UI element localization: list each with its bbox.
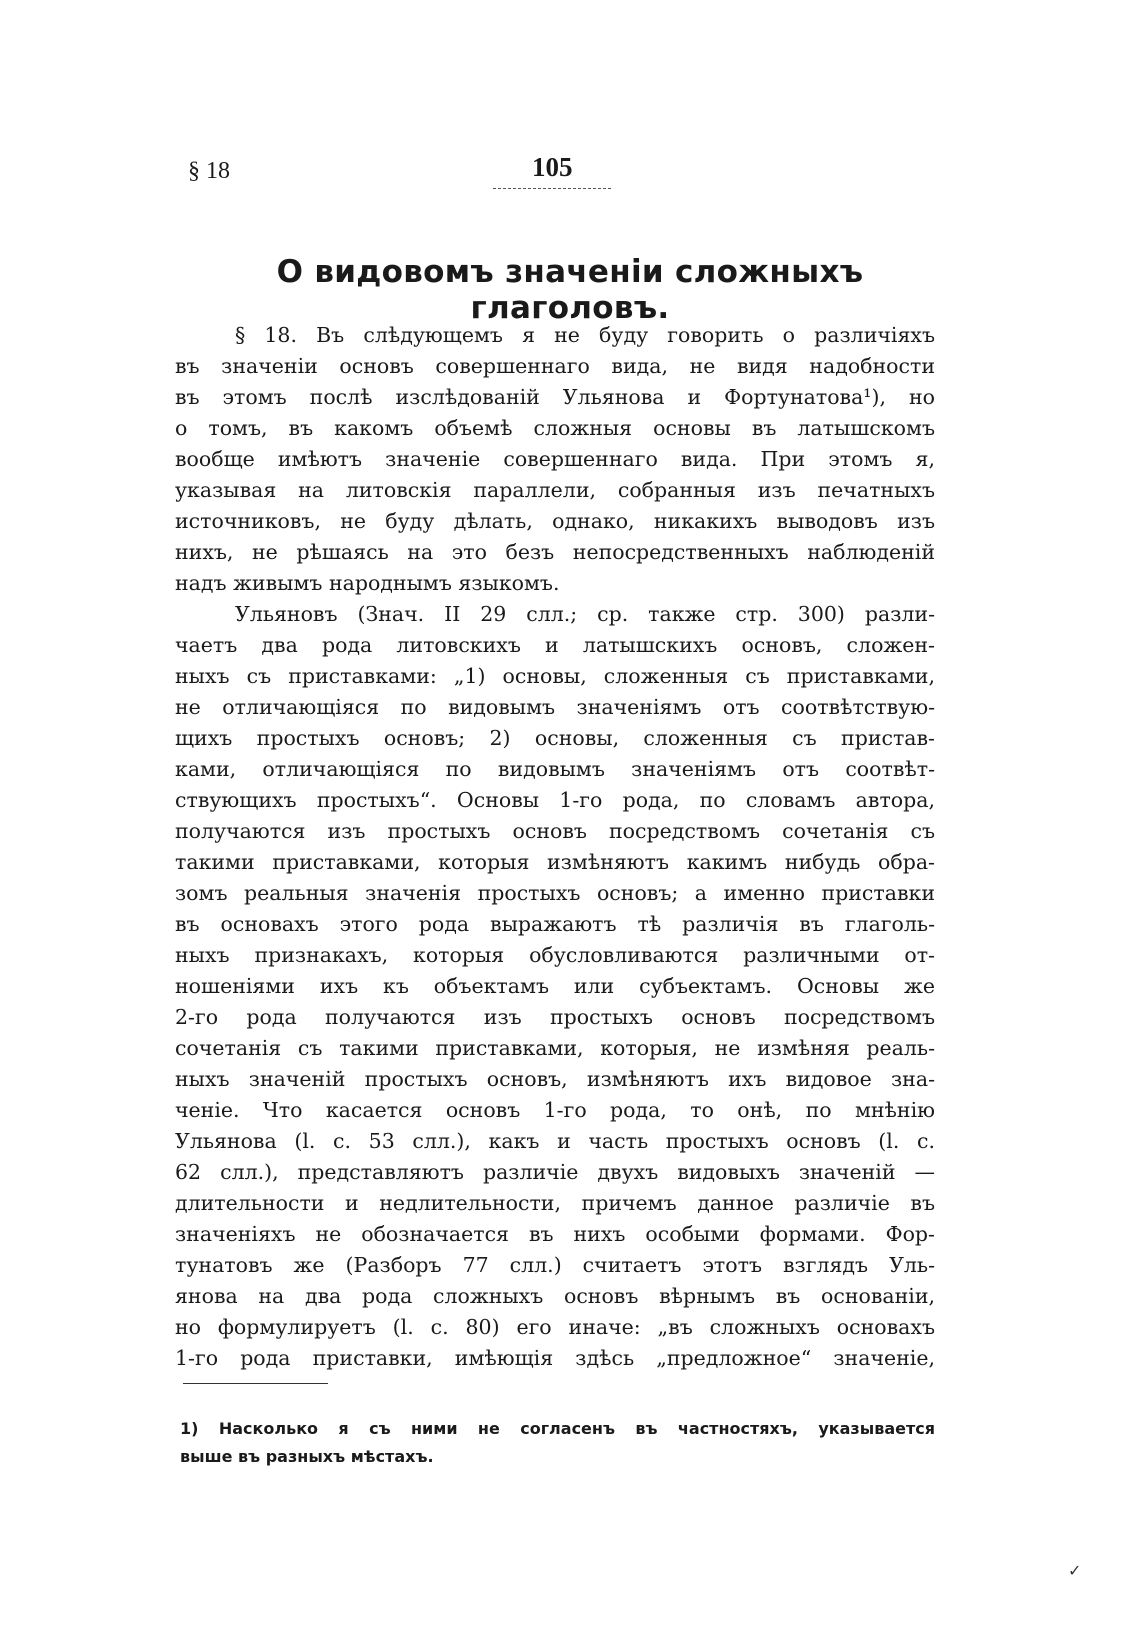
body-line: длительности и недлительности, причемъ данное различіе въ	[175, 1191, 935, 1215]
body-text	[175, 320, 935, 1374]
body-line: Ульяновъ (Знач. II 29 слл.; ср. также стр. 300) разли-	[235, 602, 935, 626]
pencil-mark-icon: ✓	[1068, 1561, 1082, 1580]
body-line: Ульянова (l. с. 53 слл.), какъ и часть простыхъ основъ (l. с.	[175, 1129, 935, 1153]
body-line: ныхъ съ приставками: „1) основы, сложенныя съ приставками,	[175, 664, 935, 688]
body-line: значеніяхъ не обозначается въ нихъ особыми формами. Фор-	[175, 1222, 935, 1246]
body-line: вообще имѣютъ значеніе совершеннаго вида. При этомъ я,	[175, 447, 935, 471]
body-line: янова на два рода сложныхъ основъ вѣрнымъ въ основаніи,	[175, 1284, 935, 1308]
footnote-line: выше въ разныхъ мѣстахъ.	[180, 1447, 434, 1466]
body-line: въ значеніи основъ совершеннаго вида, не видя надобности	[175, 354, 935, 378]
body-line: зомъ реальныя значенія простыхъ основъ; а именно приставки	[175, 881, 935, 905]
body-line: 1-го рода приставки, имѣющія здѣсь „предложное“ значеніе,	[175, 1346, 935, 1370]
section-mark: § 18	[188, 158, 230, 184]
body-line: указывая на литовскія параллели, собранныя изъ печатныхъ	[175, 478, 935, 502]
body-line: ствующихъ простыхъ“. Основы 1-го рода, по словамъ автора,	[175, 788, 935, 812]
body-line: § 18. Въ слѣдующемъ я не буду говорить о различіяхъ	[235, 323, 935, 347]
footnote-line: 1) Насколько я съ ними не согласенъ въ частностяхъ, указывается	[180, 1419, 935, 1438]
body-line: чаетъ два рода литовскихъ и латышскихъ основъ, сложен-	[175, 633, 935, 657]
page-number: 105	[532, 152, 573, 182]
body-line: но формулируетъ (l. с. 80) его иначе: „въ сложныхъ основахъ	[175, 1315, 935, 1339]
body-line: щихъ простыхъ основъ; 2) основы, сложенныя съ пристав-	[175, 726, 935, 750]
body-line: ношеніями ихъ къ объектамъ или субъектамъ. Основы же	[175, 974, 935, 998]
body-line: о томъ, въ какомъ объемѣ сложныя основы въ латышскомъ	[175, 416, 935, 440]
body-line: тунатовъ же (Разборъ 77 слл.) считаетъ этотъ взглядъ Уль-	[175, 1253, 935, 1277]
page-header	[0, 150, 1140, 190]
body-line: ками, отличающіяся по видовымъ значеніямъ отъ соотвѣт-	[175, 757, 935, 781]
body-line: нихъ, не рѣшаясь на это безъ непосредственныхъ наблюденій	[175, 540, 935, 564]
body-line: 62 слл.), представляютъ различіе двухъ видовыхъ значеній —	[175, 1160, 935, 1184]
body-line: ныхъ значеній простыхъ основъ, измѣняютъ ихъ видовое зна-	[175, 1067, 935, 1091]
footnote	[180, 1415, 935, 1471]
body-line: въ этомъ послѣ изслѣдованій Ульянова и Фортунатова¹), но	[175, 385, 935, 409]
body-line: ныхъ признакахъ, которыя обусловливаются различными от-	[175, 943, 935, 967]
body-line: получаются изъ простыхъ основъ посредствомъ сочетанія съ	[175, 819, 935, 843]
body-line: источниковъ, не буду дѣлать, однако, никакихъ выводовъ изъ	[175, 509, 935, 533]
body-line: сочетанія съ такими приставками, которыя, не измѣняя реаль-	[175, 1036, 935, 1060]
body-line: такими приставками, которыя измѣняютъ какимъ нибудь обра-	[175, 850, 935, 874]
body-line: 2-го рода получаются изъ простыхъ основъ посредствомъ	[175, 1005, 935, 1029]
footnote-rule	[183, 1383, 328, 1384]
body-line: надъ живымъ народнымъ языкомъ.	[175, 571, 560, 595]
chapter-title: О видовомъ значеніи сложныхъ глаголовъ.	[276, 254, 864, 326]
body-line: ченіе. Что касается основъ 1-го рода, то онѣ, по мнѣнію	[175, 1098, 935, 1122]
body-line: въ основахъ этого рода выражаютъ тѣ различія въ глаголь-	[175, 912, 935, 936]
body-line: не отличающіяся по видовымъ значеніямъ отъ соотвѣтствую-	[175, 695, 935, 719]
page-number-rule	[493, 188, 611, 189]
